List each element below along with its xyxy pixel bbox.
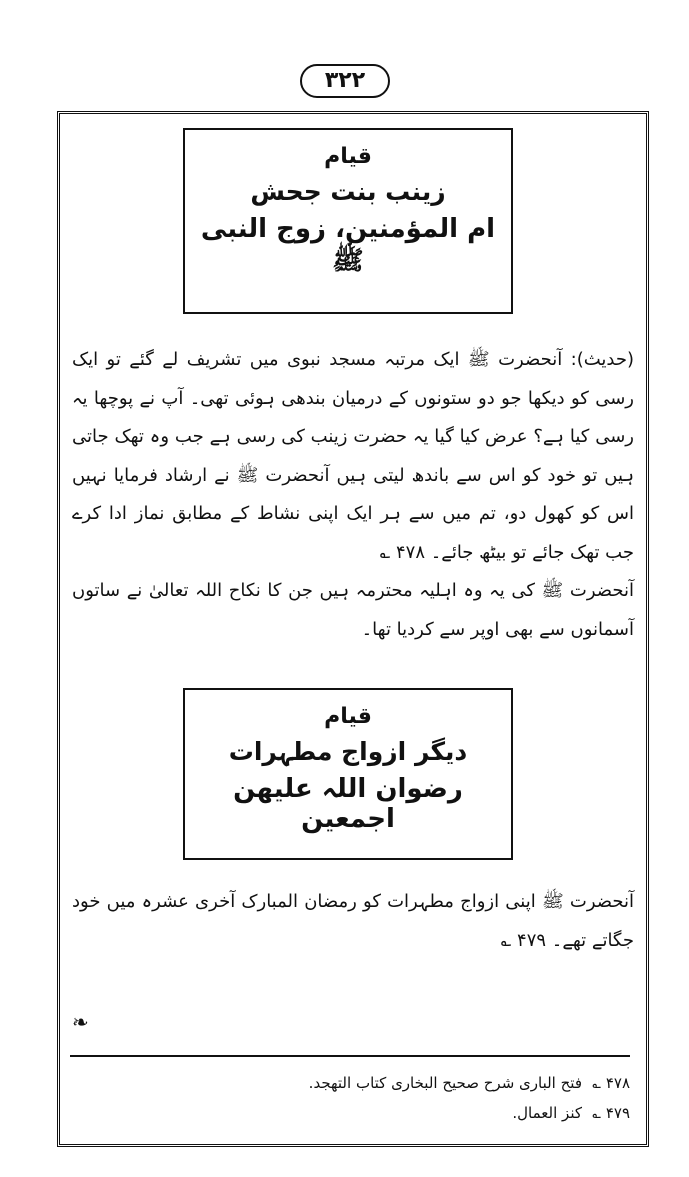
section1-title: ام المؤمنین، زوج النبی ﷺ — [200, 214, 496, 276]
section2-body — [72, 883, 634, 960]
ornament-icon: ❧ — [72, 1010, 89, 1034]
section2-title-box — [183, 688, 513, 860]
section1-heading: قیام — [324, 144, 372, 169]
footnote-divider — [70, 1055, 630, 1057]
section1-title-box — [183, 128, 513, 314]
footnote-number: ۴۷۹ ؎ — [592, 1104, 630, 1122]
footnote — [150, 1068, 630, 1098]
footnote-text: فتح الباری شرح صحیح البخاری کتاب التھجد. — [308, 1074, 582, 1092]
section1-paragraph-hadith: (حدیث): آنحضرت ﷺ ایک مرتبہ مسجد نبوی میں تشریف لے گئے تو ایک رسی کو دیکھا جو دو ستونوں کے درمیان بندھی ہوئی تھی۔ آپ نے پوچھا یہ رسی کیا ہے؟ عرض کیا گیا یہ حضرت زینب کی رسی ہے جب وہ تھک جاتی ہیں تو خود کو اس سے باندھ لیتی ہیں آنحضرت ﷺ نے ارشاد فرمایا نہیں اس کو کھول دو، تم میں سے ہر ایک اپنی نشاط کے مطابق نماز ادا کرے جب تھک جائے تو بیٹھ جائے۔ ۴۷۸ ؎ — [72, 349, 634, 563]
page-number: ۳۲۲ — [300, 64, 390, 98]
section2-title: رضوان اللہ علیھن اجمعین — [233, 774, 463, 834]
section2-paragraph: آنحضرت ﷺ اپنی ازواج مطہرات کو رمضان المبارک آخری عشرہ میں خود جگاتے تھے۔ ۴۷۹ ؎ — [72, 891, 634, 951]
section2-heading: قیام — [324, 704, 372, 729]
section1-body — [72, 341, 634, 649]
section1-name: زینب بنت جحش — [250, 177, 446, 206]
footnotes — [150, 1068, 630, 1128]
section1-paragraph-note: آنحضرت ﷺ کی یہ وہ اہلیہ محترمہ ہیں جن کا نکاح اللہ تعالیٰ نے ساتوں آسمانوں سے بھی اوپر سے کردیا تھا۔ — [72, 580, 634, 640]
footnote — [150, 1098, 630, 1128]
section2-name: دیگر ازواج مطہرات — [228, 737, 468, 766]
footnote-number: ۴۷۸ ؎ — [592, 1074, 630, 1092]
footnote-text: کنز العمال. — [512, 1104, 582, 1122]
